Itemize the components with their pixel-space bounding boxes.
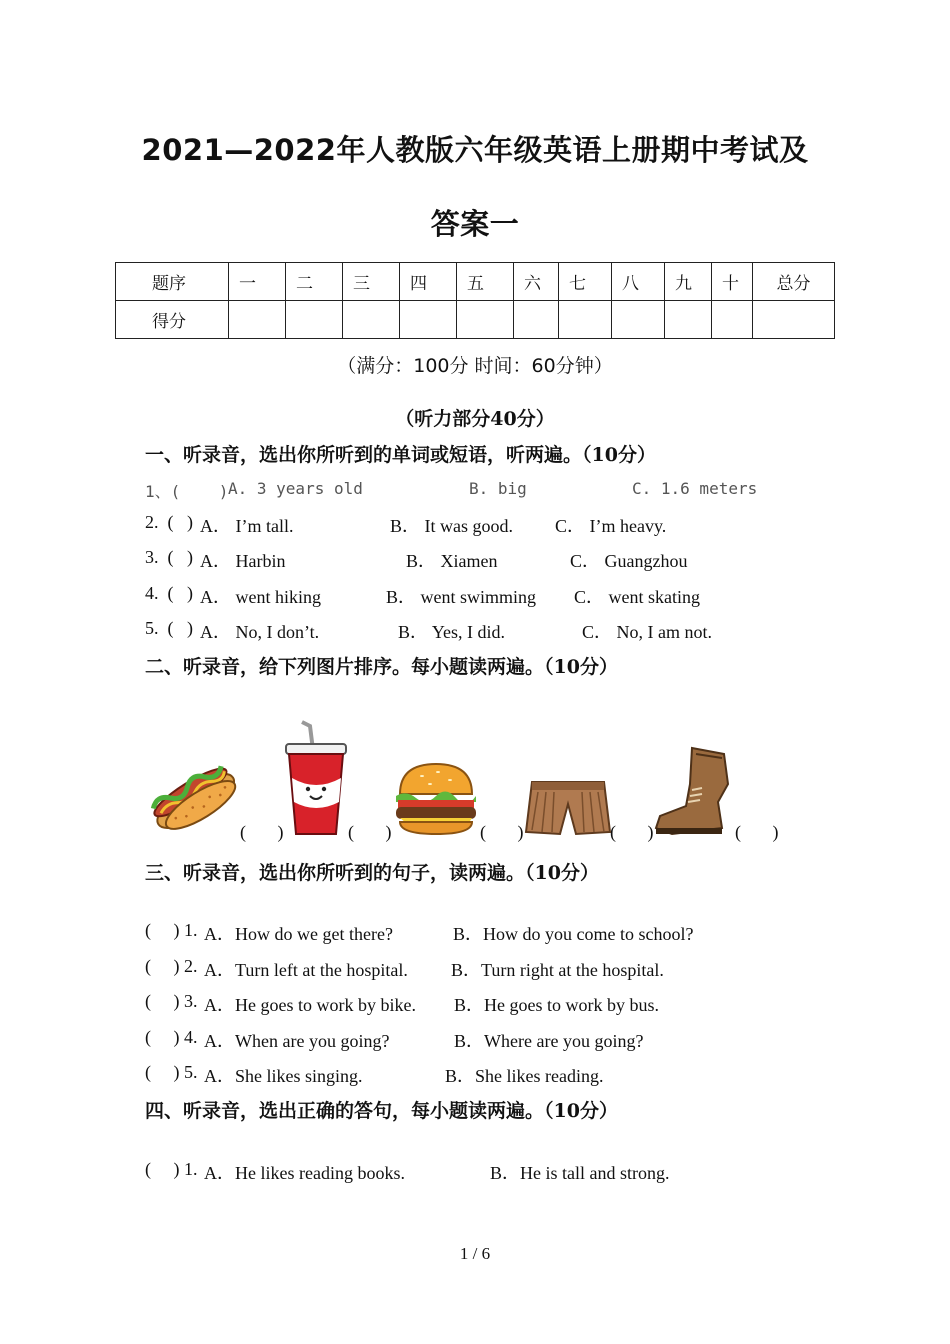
- doc-title-line1: 2021—2022年人教版六年级英语上册期中考试及: [141, 133, 809, 167]
- question-number: ( ) 1.: [145, 920, 198, 940]
- score-table-header-row: [116, 263, 835, 301]
- table-cell: 十: [712, 263, 753, 301]
- option-a: A． I’m tall.: [200, 516, 294, 536]
- table-cell: 五: [457, 263, 514, 301]
- score-table: [115, 262, 835, 339]
- answer-paren[interactable]: ( ): [480, 822, 524, 842]
- question-number: 4. ( ): [145, 583, 193, 603]
- shorts-icon: [524, 778, 612, 838]
- hot-dog-icon: [144, 752, 240, 838]
- score-cell[interactable]: [665, 301, 712, 339]
- option-b: B．He goes to work by bus.: [454, 995, 659, 1015]
- score-cell[interactable]: [400, 301, 457, 339]
- option-b: B．How do you come to school?: [453, 924, 694, 944]
- table-cell: 总分: [753, 263, 835, 301]
- option-b: B. big: [469, 479, 527, 498]
- answer-paren[interactable]: ( ): [348, 822, 392, 842]
- table-cell: 八: [612, 263, 665, 301]
- option-a: A． went hiking: [200, 587, 321, 607]
- option-c: C． I’m heavy.: [555, 516, 667, 536]
- option-a: A. 3 years old: [228, 479, 363, 498]
- option-b: B．Where are you going?: [454, 1031, 644, 1051]
- question-number: 2. ( ): [145, 512, 193, 532]
- option-a: A． Harbin: [200, 551, 286, 571]
- score-cell[interactable]: [514, 301, 559, 339]
- option-a: A．He likes reading books.: [204, 1163, 405, 1183]
- question-number: ( ) 3.: [145, 991, 198, 1011]
- table-cell: 二: [286, 263, 343, 301]
- table-cell: 九: [665, 263, 712, 301]
- page-number: 1 / 6: [459, 1244, 491, 1263]
- score-cell[interactable]: [457, 301, 514, 339]
- score-cell[interactable]: [229, 301, 286, 339]
- option-c: C． Guangzhou: [570, 551, 688, 571]
- section1-heading: 一、听录音，选出你所听到的单词或短语，听两遍。（10分）: [145, 444, 656, 466]
- score-cell[interactable]: [343, 301, 400, 339]
- score-cell[interactable]: [612, 301, 665, 339]
- question-number: ( ) 2.: [145, 956, 198, 976]
- option-b: B． Xiamen: [406, 551, 498, 571]
- option-b: B． Yes, I did.: [398, 622, 506, 642]
- option-a: A．When are you going?: [204, 1031, 390, 1051]
- option-a: A．He goes to work by bike.: [204, 995, 416, 1015]
- option-a: A． No, I don’t.: [200, 622, 320, 642]
- option-b: B．She likes reading.: [445, 1066, 604, 1086]
- question-number: 3. ( ): [145, 547, 193, 567]
- hamburger-icon: [392, 760, 480, 836]
- question-number: ( ) 4.: [145, 1027, 198, 1047]
- option-b: B．Turn right at the hospital.: [451, 960, 664, 980]
- table-cell: 一: [229, 263, 286, 301]
- doc-title-line2: 答案一: [430, 207, 520, 241]
- option-b: B． It was good.: [390, 516, 513, 536]
- question-row: [145, 479, 228, 502]
- option-a: A．Turn left at the hospital.: [204, 960, 408, 980]
- answer-paren[interactable]: ( ): [735, 822, 779, 842]
- boots-icon: [652, 744, 734, 838]
- option-a: A．She likes singing.: [204, 1066, 363, 1086]
- answer-paren[interactable]: ( ): [610, 822, 654, 842]
- question-number: 5. ( ): [145, 618, 193, 638]
- table-cell: 六: [514, 263, 559, 301]
- option-c: C． No, I am not.: [582, 622, 712, 642]
- table-cell: 四: [400, 263, 457, 301]
- table-cell: 题序: [116, 263, 229, 301]
- section3-heading: 三、听录音，选出你所听到的句子，读两遍。（10分）: [145, 862, 599, 884]
- option-b: B． went swimming: [386, 587, 537, 607]
- question-number: ( ) 1.: [145, 1159, 198, 1179]
- answer-paren[interactable]: ( ): [240, 822, 284, 842]
- score-table-score-row: [116, 301, 835, 339]
- table-cell: 三: [343, 263, 400, 301]
- option-a: A．How do we get there?: [204, 924, 393, 944]
- question-number: 1、( ): [145, 482, 229, 501]
- cola-cup-icon: [280, 720, 352, 838]
- listening-header: （听力部分40分）: [395, 408, 555, 430]
- table-cell: 得分: [116, 301, 229, 339]
- option-c: C. 1.6 meters: [632, 479, 758, 498]
- exam-info: （满分：100分 时间：60分钟）: [337, 355, 613, 377]
- section4-heading: 四、听录音，选出正确的答句，每小题读两遍。（10分）: [145, 1100, 618, 1122]
- score-cell[interactable]: [712, 301, 753, 339]
- score-cell[interactable]: [286, 301, 343, 339]
- question-number: ( ) 5.: [145, 1062, 198, 1082]
- option-c: C． went skating: [574, 587, 700, 607]
- table-cell: 七: [559, 263, 612, 301]
- option-b: B．He is tall and strong.: [490, 1163, 670, 1183]
- score-cell[interactable]: [559, 301, 612, 339]
- section2-heading: 二、听录音，给下列图片排序。每小题读两遍。（10分）: [145, 656, 618, 678]
- score-cell[interactable]: [753, 301, 835, 339]
